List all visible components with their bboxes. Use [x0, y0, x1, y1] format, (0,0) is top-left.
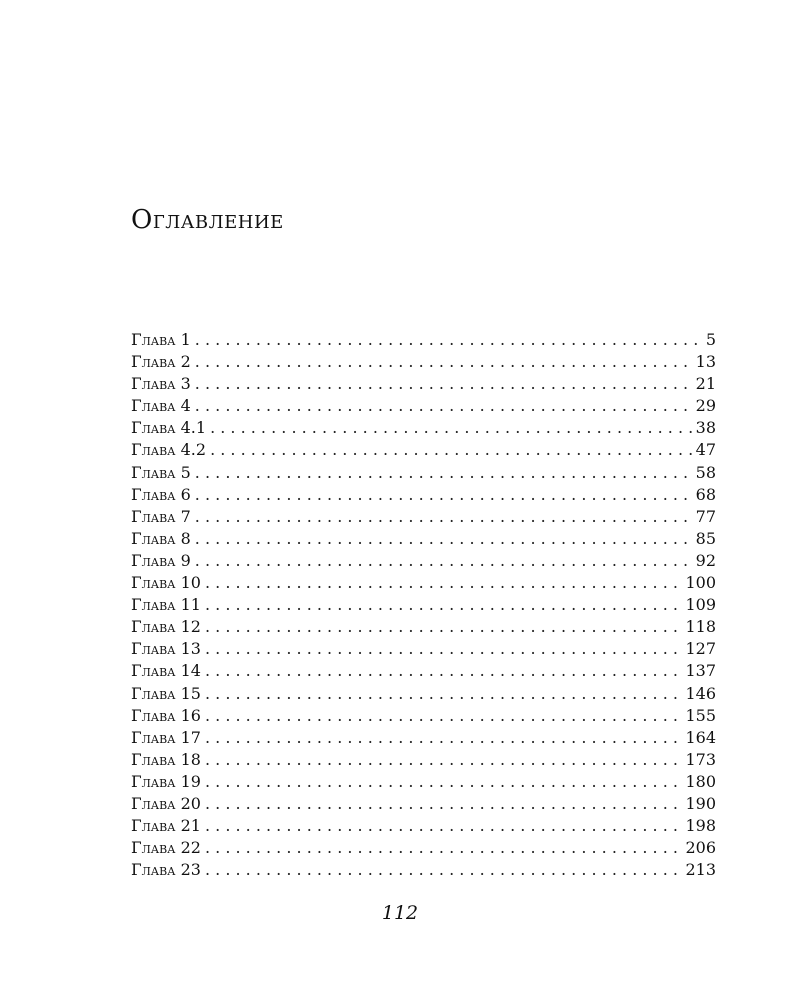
toc-entry-label: Глава 7	[131, 506, 191, 526]
dot-leader	[205, 660, 682, 682]
dot-leader	[205, 859, 682, 881]
toc-entry-label: Глава 19	[131, 771, 201, 791]
toc-entry-page: 68	[695, 484, 716, 504]
toc-entry-label: Глава 9	[131, 550, 191, 570]
dot-leader	[205, 837, 682, 859]
toc-entry-page: 127	[685, 639, 716, 659]
dot-leader	[210, 417, 693, 439]
dot-leader	[205, 572, 682, 594]
toc-entry-page: 164	[685, 727, 716, 747]
toc-entry-page: 137	[685, 661, 716, 681]
toc-entry-label: Глава 10	[131, 573, 201, 593]
dot-leader	[205, 727, 682, 749]
page-title: Оглавление	[131, 205, 284, 235]
dot-leader	[210, 439, 693, 461]
toc-entry-8[interactable]	[131, 528, 716, 550]
toc-entry-18[interactable]	[131, 749, 716, 771]
toc-entry-page: 92	[695, 550, 716, 570]
toc-entry-label: Глава 17	[131, 727, 201, 747]
dot-leader	[195, 329, 703, 351]
toc-entry-7[interactable]	[131, 506, 716, 528]
toc-entry-16[interactable]	[131, 705, 716, 727]
dot-leader	[205, 749, 682, 771]
toc-entry-page: 190	[685, 793, 716, 813]
toc-entry-4[interactable]	[131, 395, 716, 417]
toc-entry-4-2[interactable]	[131, 439, 716, 461]
toc-entry-page: 109	[685, 595, 716, 615]
toc-entry-page: 13	[695, 352, 716, 372]
toc-entry-label: Глава 4.1	[131, 418, 207, 438]
toc-entry-label: Глава 15	[131, 683, 201, 703]
toc-entry-page: 100	[685, 573, 716, 593]
toc-entry-14[interactable]	[131, 660, 716, 682]
toc-entry-20[interactable]	[131, 793, 716, 815]
toc-entry-2[interactable]	[131, 351, 716, 373]
toc-entry-page: 21	[695, 374, 716, 394]
toc-entry-page: 29	[695, 396, 716, 416]
toc-entry-page: 213	[685, 860, 716, 880]
toc-entry-page: 146	[685, 683, 716, 703]
toc-entry-17[interactable]	[131, 727, 716, 749]
dot-leader	[205, 594, 682, 616]
toc-entry-label: Глава 1	[131, 330, 191, 349]
dot-leader	[195, 395, 693, 417]
toc-entry-label: Глава 13	[131, 639, 201, 659]
dot-leader	[205, 815, 682, 837]
toc-entry-13[interactable]	[131, 638, 716, 660]
toc-entry-label: Глава 5	[131, 462, 191, 482]
toc-entry-label: Глава 14	[131, 661, 201, 681]
dot-leader	[195, 373, 693, 395]
toc-entry-10[interactable]	[131, 572, 716, 594]
toc-entry-label: Глава 20	[131, 793, 201, 813]
toc-entry-11[interactable]	[131, 594, 716, 616]
toc-entry-5[interactable]	[131, 462, 716, 484]
dot-leader	[195, 462, 693, 484]
toc-entry-page: 155	[685, 705, 716, 725]
toc-entry-label: Глава 16	[131, 705, 201, 725]
toc-entry-page: 173	[685, 749, 716, 769]
toc-entry-15[interactable]	[131, 683, 716, 705]
toc-entry-page: 118	[685, 617, 716, 637]
toc-entry-3[interactable]	[131, 373, 716, 395]
toc-entry-label: Глава 2	[131, 352, 191, 372]
toc-entry-label: Глава 4.2	[131, 440, 207, 460]
page-number: 112	[381, 902, 419, 924]
toc-entry-label: Глава 6	[131, 484, 191, 504]
toc-entry-21[interactable]	[131, 815, 716, 837]
toc-entry-4-1[interactable]	[131, 417, 716, 439]
toc-entry-label: Глава 18	[131, 749, 201, 769]
dot-leader	[205, 793, 682, 815]
toc-entry-19[interactable]	[131, 771, 716, 793]
dot-leader	[205, 638, 682, 660]
dot-leader	[205, 705, 682, 727]
toc-entry-label: Глава 3	[131, 374, 191, 394]
dot-leader	[205, 771, 682, 793]
toc-entry-label: Глава 22	[131, 838, 201, 858]
toc-entry-label: Глава 21	[131, 816, 201, 836]
toc-entry-label: Глава 8	[131, 528, 191, 548]
toc-entry-label: Глава 4	[131, 396, 191, 416]
dot-leader	[195, 351, 693, 373]
toc-entry-page: 58	[695, 462, 716, 482]
dot-leader	[195, 528, 693, 550]
toc-entry-1[interactable]	[131, 329, 716, 351]
toc-entry-23[interactable]	[131, 859, 716, 881]
toc-entry-12[interactable]	[131, 616, 716, 638]
dot-leader	[195, 484, 693, 506]
toc-entry-page: 180	[685, 771, 716, 791]
toc-entry-22[interactable]	[131, 837, 716, 859]
toc-entry-page: 47	[695, 440, 716, 460]
toc-entry-9[interactable]	[131, 550, 716, 572]
toc-entry-6[interactable]	[131, 484, 716, 506]
toc-entry-page: 206	[685, 838, 716, 858]
toc-entry-label: Глава 12	[131, 617, 201, 637]
toc-entry-page: 5	[705, 330, 716, 349]
toc-entry-page: 198	[685, 816, 716, 836]
table-of-contents	[131, 329, 716, 881]
toc-entry-label: Глава 23	[131, 860, 201, 880]
toc-entry-page: 85	[695, 528, 716, 548]
dot-leader	[205, 616, 682, 638]
dot-leader	[195, 506, 693, 528]
dot-leader	[195, 550, 693, 572]
dot-leader	[205, 683, 682, 705]
toc-entry-label: Глава 11	[131, 595, 201, 615]
toc-entry-page: 38	[695, 418, 716, 438]
toc-entry-page: 77	[695, 506, 716, 526]
